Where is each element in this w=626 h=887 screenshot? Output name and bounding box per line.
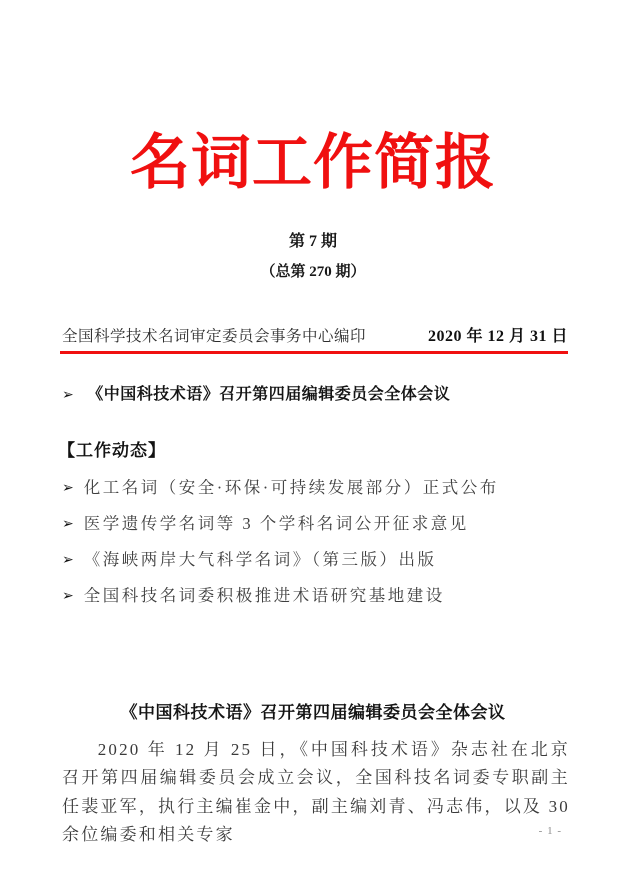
toc-headline-item (62, 384, 586, 406)
toc-item-text: 化工名词（安全·环保·可持续发展部分）正式公布 (83, 478, 499, 497)
bullet-arrow-icon: ➢ (62, 387, 75, 403)
toc-item-text: 全国科技名词委积极推进术语研究基地建设 (83, 586, 445, 605)
issue-date: 2020 年 12 月 31 日 (427, 328, 568, 345)
section-header-work-updates: 【工作动态】 (58, 441, 166, 460)
toc-list-item (62, 513, 590, 536)
article-paragraph: 2020 年 12 月 25 日，《中国科技术语》杂志社在北京召开第四届编辑委员会成立会议，全国科技名词委专职副主任裴亚军，执行主编崔金中，副主编刘青、冯志伟，以及 30 余位编委和相关专家 (62, 740, 570, 844)
toc-list-item (62, 585, 590, 608)
bullet-arrow-icon: ➢ (62, 480, 74, 496)
toc-headline-text: 《中国科技术语》召开第四届编辑委员会全体会议 (87, 386, 451, 403)
bullet-arrow-icon: ➢ (62, 552, 74, 568)
issue-number: 第 7 期 (288, 233, 337, 250)
toc-list-item (62, 477, 590, 500)
publisher-imprint: 全国科学技术名词审定委员会事务中心编印 (62, 328, 367, 345)
issue-total-number: （总第 270 期） (260, 264, 366, 280)
bullet-arrow-icon: ➢ (62, 516, 74, 532)
article-title: 《中国科技术语》召开第四届编辑委员会全体会议 (120, 703, 506, 722)
toc-list (62, 477, 590, 621)
masthead-divider-rule (60, 351, 568, 354)
toc-item-text: 《海峡两岸大气科学名词》（第三版）出版 (83, 550, 437, 569)
page-number: - 1 - (538, 825, 562, 837)
bullet-arrow-icon: ➢ (62, 588, 74, 604)
imprint-row (62, 323, 568, 346)
toc-list-item (62, 549, 590, 572)
toc-item-text: 医学遗传学名词等 3 个学科名词公开征求意见 (83, 514, 469, 533)
masthead-title: 名词工作简报 (130, 130, 496, 196)
